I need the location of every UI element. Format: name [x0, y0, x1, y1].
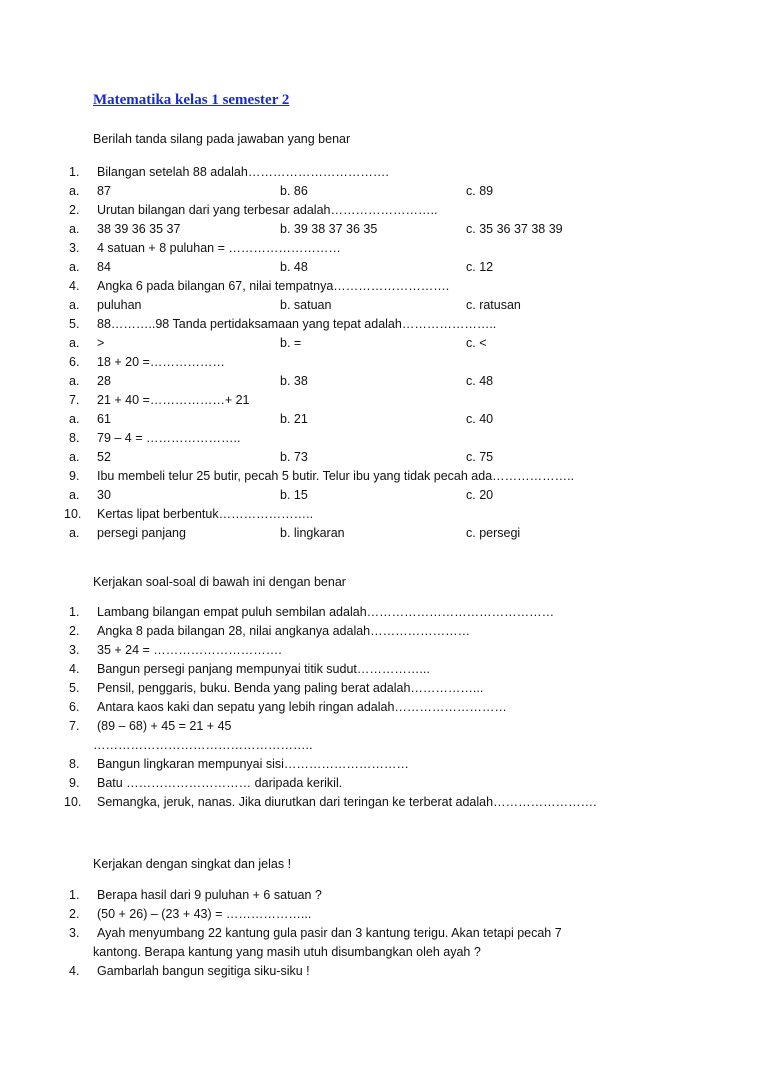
- option-label: a.: [69, 260, 80, 274]
- item-number: 4.: [69, 964, 80, 978]
- options-row: [0, 336, 768, 355]
- options-row: [0, 526, 768, 545]
- question-text: 79 – 4 = …………………..: [97, 431, 241, 445]
- question-row: [0, 507, 768, 526]
- list-item: [0, 719, 768, 738]
- option-a: 38 39 36 35 37: [97, 222, 181, 236]
- item-text: ……………………………………………..: [93, 738, 313, 752]
- list-item: [0, 757, 768, 776]
- item-number: 3.: [69, 926, 80, 940]
- options-row: [0, 488, 768, 507]
- option-label: a.: [69, 374, 80, 388]
- option-b: b. 73: [280, 450, 308, 464]
- option-label: a.: [69, 450, 80, 464]
- question-number: 3.: [69, 241, 80, 255]
- item-text: Batu ………………………… daripada kerikil.: [97, 776, 343, 790]
- question-text: 88………..98 Tanda pertidaksamaan yang tepat adalah…………………..: [97, 317, 497, 331]
- item-text: Gambarlah bangun segitiga siku-siku !: [97, 964, 310, 978]
- list-item: [0, 964, 768, 983]
- options-row: [0, 298, 768, 317]
- item-text: (50 + 26) – (23 + 43) = ………………...: [97, 907, 312, 921]
- option-c: c. <: [466, 336, 487, 350]
- question-number: 10.: [64, 507, 82, 521]
- option-label: a.: [69, 488, 80, 502]
- item-number: 7.: [69, 719, 80, 733]
- option-b: b. lingkaran: [280, 526, 345, 540]
- item-text: Pensil, penggaris, buku. Benda yang paling berat adalah……………...: [97, 681, 484, 695]
- option-a: 52: [97, 450, 111, 464]
- question-text: Urutan bilangan dari yang terbesar adalah……………………..: [97, 203, 438, 217]
- answer-line: [0, 738, 768, 757]
- item-text: Bangun lingkaran mempunyai sisi…………………………: [97, 757, 409, 771]
- question-row: [0, 431, 768, 450]
- item-number: 5.: [69, 681, 80, 695]
- item-text: kantong. Berapa kantung yang masih utuh disumbangkan oleh ayah ?: [93, 945, 481, 959]
- item-number: 9.: [69, 776, 80, 790]
- list-item: [0, 926, 768, 945]
- option-c: c. persegi: [466, 526, 521, 540]
- option-b: b. 39 38 37 36 35: [280, 222, 378, 236]
- option-a: 28: [97, 374, 111, 388]
- option-b: b. 38: [280, 374, 308, 388]
- question-row: [0, 279, 768, 298]
- list-item: [0, 643, 768, 662]
- option-b: b. =: [280, 336, 302, 350]
- option-label: a.: [69, 526, 80, 540]
- list-item: [0, 700, 768, 719]
- option-c: c. 89: [466, 184, 494, 198]
- options-row: [0, 412, 768, 431]
- option-b: b. 86: [280, 184, 308, 198]
- option-a: 84: [97, 260, 111, 274]
- options-row: [0, 374, 768, 393]
- item-number: 6.: [69, 700, 80, 714]
- item-number: 4.: [69, 662, 80, 676]
- question-number: 6.: [69, 355, 80, 369]
- option-c: c. 75: [466, 450, 494, 464]
- question-row: [0, 469, 768, 488]
- item-number: 1.: [69, 888, 80, 902]
- option-c: c. 40: [466, 412, 494, 426]
- option-b: b. 21: [280, 412, 308, 426]
- list-item: [0, 605, 768, 624]
- item-text: Lambang bilangan empat puluh sembilan adalah………………………………………: [97, 605, 555, 619]
- item-text: Angka 8 pada bilangan 28, nilai angkanya adalah……………………: [97, 624, 471, 638]
- question-text: Kertas lipat berbentuk…………………..: [97, 507, 314, 521]
- list-item: [0, 776, 768, 795]
- option-label: a.: [69, 412, 80, 426]
- option-a: 61: [97, 412, 111, 426]
- item-number: 10.: [64, 795, 82, 809]
- list-item: [0, 795, 768, 814]
- option-c: c. ratusan: [466, 298, 521, 312]
- section2-instruction: Kerjakan soal-soal di bawah ini dengan benar: [93, 575, 346, 589]
- page-title: Matematika kelas 1 semester 2: [93, 92, 290, 108]
- option-c: c. 20: [466, 488, 494, 502]
- list-item: [0, 888, 768, 907]
- question-text: 21 + 40 =………………+ 21: [97, 393, 250, 407]
- option-b: b. 15: [280, 488, 308, 502]
- question-text: Angka 6 pada bilangan 67, nilai tempatnya……………………….: [97, 279, 450, 293]
- question-row: [0, 241, 768, 260]
- option-a: puluhan: [97, 298, 142, 312]
- option-label: a.: [69, 222, 80, 236]
- question-number: 4.: [69, 279, 80, 293]
- options-row: [0, 450, 768, 469]
- item-text: Ayah menyumbang 22 kantung gula pasir dan 3 kantung terigu. Akan tetapi pecah 7: [97, 926, 562, 940]
- question-row: [0, 165, 768, 184]
- options-row: [0, 184, 768, 203]
- question-text: Bilangan setelah 88 adalah…………………………….: [97, 165, 389, 179]
- question-number: 5.: [69, 317, 80, 331]
- option-label: a.: [69, 298, 80, 312]
- item-text: Semangka, jeruk, nanas. Jika diurutkan dari teringan ke terberat adalah…………………….: [97, 795, 597, 809]
- item-number: 2.: [69, 624, 80, 638]
- question-row: [0, 203, 768, 222]
- list-item: [0, 907, 768, 926]
- option-c: c. 12: [466, 260, 494, 274]
- item-text: Bangun persegi panjang mempunyai titik sudut……………...: [97, 662, 430, 676]
- option-b: b. 48: [280, 260, 308, 274]
- question-number: 1.: [69, 165, 80, 179]
- question-row: [0, 317, 768, 336]
- item-text: (89 – 68) + 45 = 21 + 45: [97, 719, 232, 733]
- question-text: 4 satuan + 8 puluhan = ………………………: [97, 241, 341, 255]
- option-label: a.: [69, 184, 80, 198]
- list-item-continuation: [0, 945, 768, 964]
- option-c: c. 48: [466, 374, 494, 388]
- question-text: Ibu membeli telur 25 butir, pecah 5 butir. Telur ibu yang tidak pecah ada………………..: [97, 469, 575, 483]
- list-item: [0, 624, 768, 643]
- item-text: 35 + 24 = ………………………….: [97, 643, 282, 657]
- option-a: 30: [97, 488, 111, 502]
- options-row: [0, 260, 768, 279]
- list-item: [0, 681, 768, 700]
- option-a: 87: [97, 184, 111, 198]
- list-item: [0, 662, 768, 681]
- question-number: 2.: [69, 203, 80, 217]
- question-row: [0, 355, 768, 374]
- options-row: [0, 222, 768, 241]
- item-number: 8.: [69, 757, 80, 771]
- section1-instruction: Berilah tanda silang pada jawaban yang benar: [93, 132, 351, 146]
- section3-instruction: Kerjakan dengan singkat dan jelas !: [93, 857, 292, 871]
- option-c: c. 35 36 37 38 39: [466, 222, 563, 236]
- question-number: 7.: [69, 393, 80, 407]
- option-a: >: [97, 336, 105, 350]
- item-text: Berapa hasil dari 9 puluhan + 6 satuan ?: [97, 888, 322, 902]
- option-a: persegi panjang: [97, 526, 186, 540]
- question-number: 8.: [69, 431, 80, 445]
- question-number: 9.: [69, 469, 80, 483]
- item-text: Antara kaos kaki dan sepatu yang lebih ringan adalah………………………: [97, 700, 507, 714]
- option-label: a.: [69, 336, 80, 350]
- option-b: b. satuan: [280, 298, 332, 312]
- item-number: 2.: [69, 907, 80, 921]
- item-number: 3.: [69, 643, 80, 657]
- item-number: 1.: [69, 605, 80, 619]
- question-row: [0, 393, 768, 412]
- question-text: 18 + 20 =………………: [97, 355, 225, 369]
